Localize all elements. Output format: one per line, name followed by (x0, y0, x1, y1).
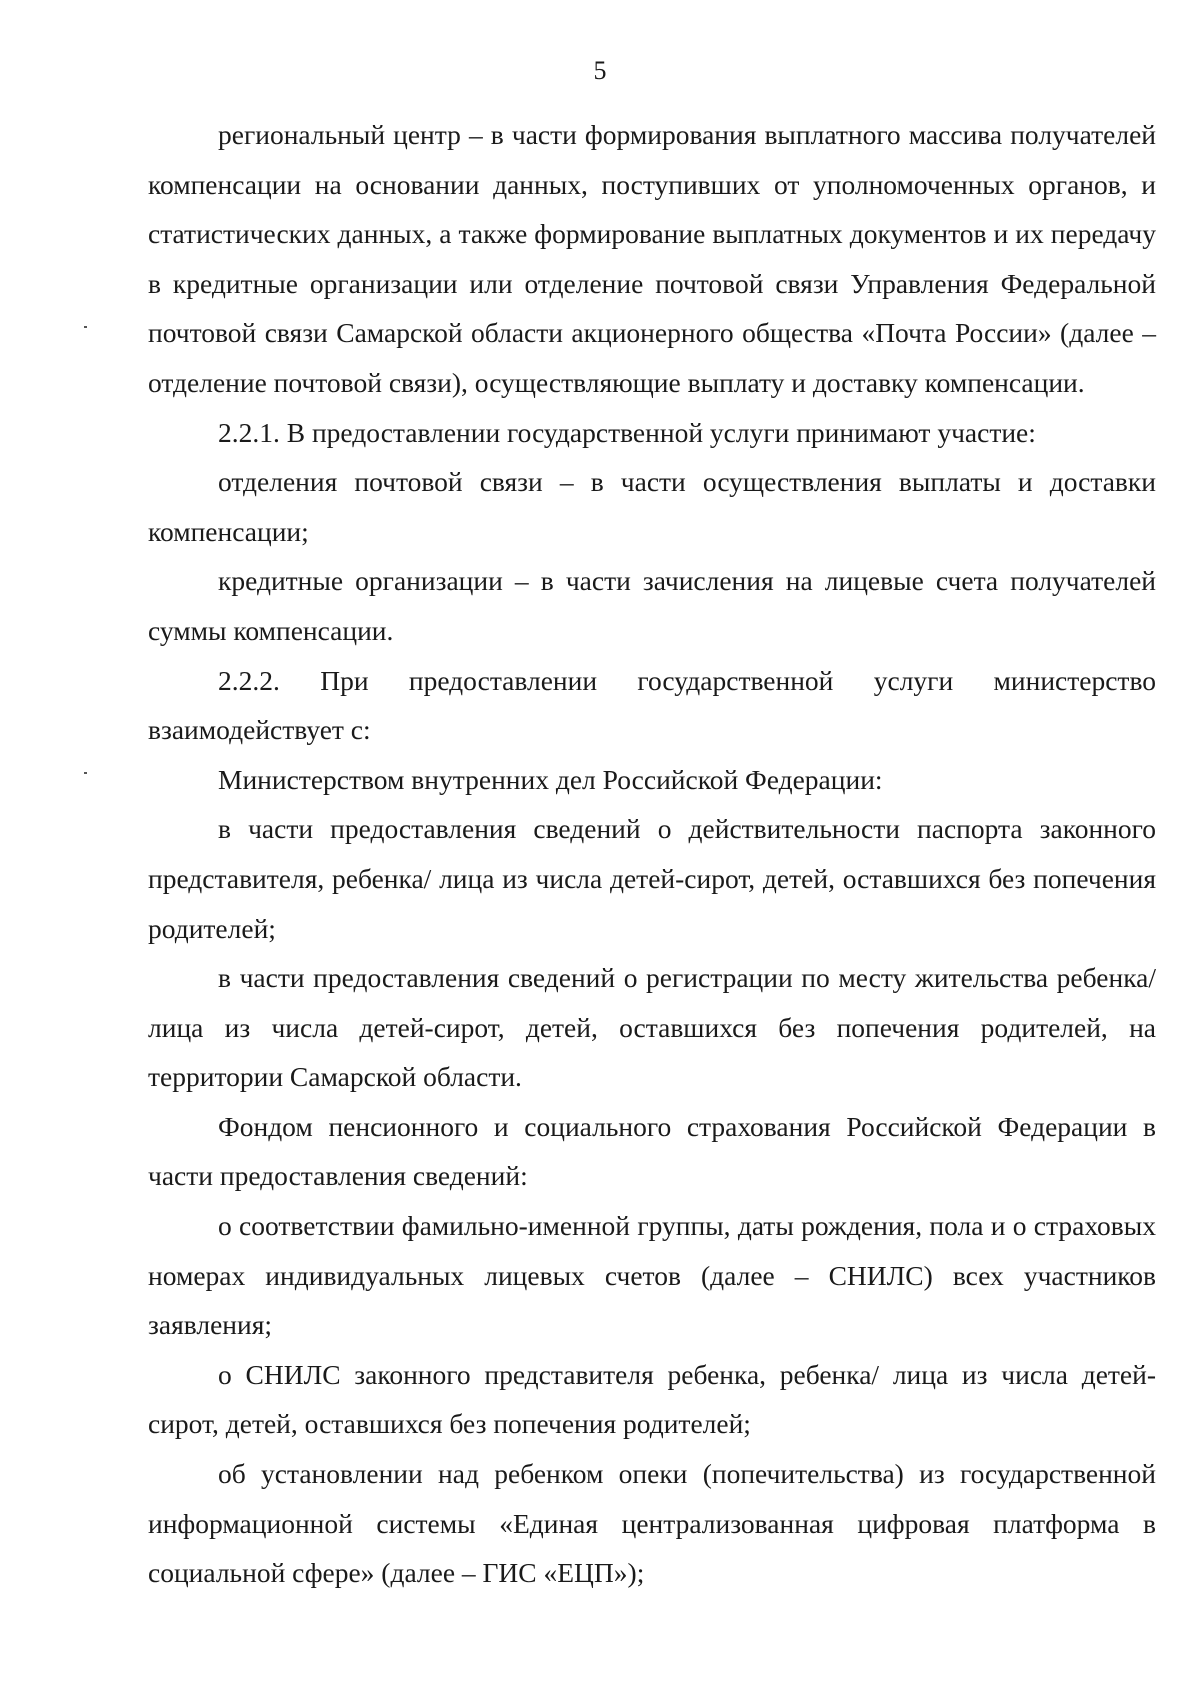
paragraph-credit-organizations: кредитные организации – в части зачисления на лицевые счета получателей суммы компенсации. (148, 565, 1156, 646)
margin-mark (84, 772, 87, 774)
paragraph-regional-center: региональный центр – в части формирования выплатного массива получателей компенсации на основании данных, поступивших от уполномоченных органов, и статистических данных, а также формирование выплатных документов и их передачу в кредитные организации или отделение почтовой связи Управления Федеральной почтовой связи Самарской области акционерного общества «Почта России» (далее – отделение почтовой связи), осуществляющие выплату и доставку компенсации. (148, 119, 1156, 398)
margin-mark (84, 326, 87, 328)
paragraph-post-offices: отделения почтовой связи – в части осуществления выплаты и доставки компенсации; (148, 466, 1156, 547)
document-body (148, 110, 1156, 1598)
paragraph-ministry-internal-affairs: Министерством внутренних дел Российской Федерации: (218, 763, 883, 795)
paragraph-pension-fund: Фондом пенсионного и социального страхования Российской Федерации в части предоставления сведений: (148, 1110, 1156, 1192)
paragraph-passport-validity: в части предоставления сведений о действительности паспорта законного представителя, ребенка/ лица из числа детей-сирот, детей, оставшихся без попечения родителей; (148, 813, 1156, 944)
paragraph-snils-representative: о СНИЛС законного представителя ребенка, ребенка/ лица из числа детей-сирот, детей, оставшихся без попечения родителей; (148, 1358, 1156, 1440)
paragraph-2-2-1: 2.2.1. В предоставлении государственной услуги принимают участие: (218, 416, 1036, 448)
paragraph-registration: в части предоставления сведений о регистрации по месту жительства ребенка/ лица из числа детей-сирот, детей, оставшихся без попечения родителей, на территории Самарской области. (148, 962, 1156, 1093)
paragraph-snils-all: о соответствии фамильно-именной группы, даты рождения, пола и о страховых номерах индивидуальных лицевых счетов (далее – СНИЛС) всех участников заявления; (148, 1210, 1156, 1341)
page-number: 5 (593, 56, 607, 85)
paragraph-guardianship: об установлении над ребенком опеки (попечительства) из государственной информационной системы «Единая централизованная цифровая платформа в социальной сфере» (далее – ГИС «ЕЦП»); (148, 1458, 1156, 1589)
paragraph-2-2-2: 2.2.2. При предоставлении государственной услуги министерство взаимодействует с: (148, 664, 1156, 746)
